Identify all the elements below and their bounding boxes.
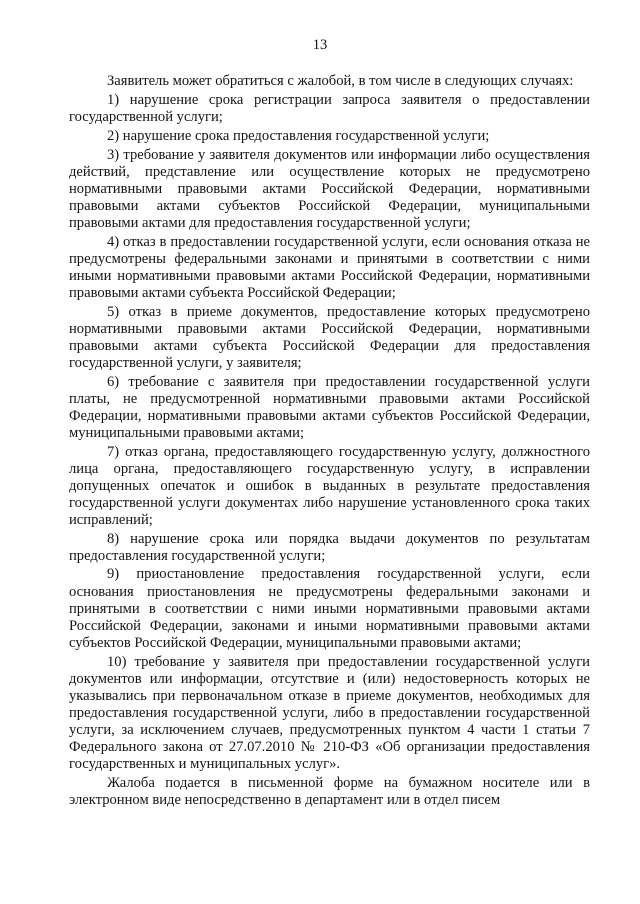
paragraph-item-9: 9) приостановление предоставления государственной услуги, если основания приостановления не предусмотрены федеральными законами и принятыми в соответствии с ними иными нормативными правовыми актами Российской Федерации, законами и иными нормативными правовыми актами субъектов Российской Федерации, муниципальными правовыми актами; <box>69 566 590 651</box>
paragraph-item-5: 5) отказ в приеме документов, предоставление которых предусмотрено нормативными правовыми актами Российской Федерации, нормативными правовыми актами субъекта Российской Федерации для предоставления государственной услуги, у заявителя; <box>69 303 590 371</box>
paragraph-item-8: 8) нарушение срока или порядка выдачи документов по результатам предоставления государственной услуги; <box>69 530 590 564</box>
paragraph-item-3: 3) требование у заявителя документов или информации либо осуществления действий, представление или осуществление которых не предусмотрено нормативными правовыми актами Российской Федерации, нормативными правовыми актами субъектов Российской Федерации, муниципальными правовыми актами для предоставления государственной услуги; <box>69 146 590 231</box>
paragraph-item-1: 1) нарушение срока регистрации запроса заявителя о предоставлении государственной услуги; <box>69 91 590 125</box>
paragraph-complaint-form: Жалоба подается в письменной форме на бумажном носителе или в электронном виде непосредственно в департамент или в отдел писем <box>69 774 590 808</box>
paragraph-item-2: 2) нарушение срока предоставления государственной услуги; <box>107 127 490 144</box>
document-body <box>69 73 590 809</box>
paragraph-intro: Заявитель может обратиться с жалобой, в том числе в следующих случаях: <box>107 73 574 89</box>
paragraph-item-6: 6) требование с заявителя при предоставлении государственной услуги платы, не предусмотренной нормативными правовыми актами Российской Федерации, нормативными правовыми актами субъектов Российской Федерации, муниципальными правовыми актами; <box>69 373 590 441</box>
paragraph-item-7: 7) отказ органа, предоставляющего государственную услугу, должностного лица органа, предоставляющего государственную услугу, в исправлении допущенных опечаток и ошибок в выданных в результате предоставления государственной услуги документах либо нарушение установленного срока таких исправлений; <box>69 443 590 528</box>
paragraph-item-4: 4) отказ в предоставлении государственной услуги, если основания отказа не предусмотрены федеральными законами и принятыми в соответствии с ними иными нормативными правовыми актами Российской Федерации, нормативными правовыми актами субъекта Российской Федерации; <box>69 233 590 301</box>
paragraph-item-10: 10) требование у заявителя при предоставлении государственной услуги документов или информации, отсутствие и (или) недостоверность которых не указывались при первоначальном отказе в приеме документов, необходимых для предоставления государственной услуги, либо в предоставлении государственной услуги, за исключением случаев, предусмотренных пунктом 4 части 1 статьи 7 Федерального закона от 27.07.2010 № 210-ФЗ «Об организации предоставления государственных и муниципальных услуг». <box>69 653 590 772</box>
page-number: 13 <box>312 37 328 53</box>
